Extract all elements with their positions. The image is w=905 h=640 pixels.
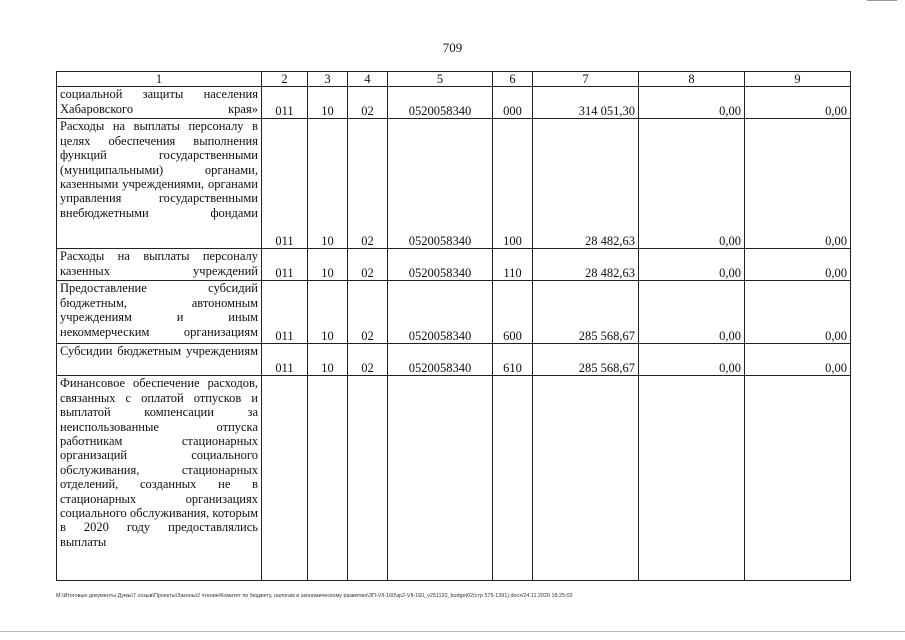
table-header-row — [57, 72, 851, 87]
header-cell: 5 — [388, 72, 493, 87]
header-cell: 1 — [57, 72, 262, 87]
cell-csr: 0520058340 — [388, 249, 493, 281]
table-row — [57, 87, 851, 119]
header-cell: 8 — [639, 72, 745, 87]
table-row — [57, 119, 851, 249]
header-cell: 4 — [348, 72, 388, 87]
cell-sum-2020 — [533, 376, 639, 581]
cell-pr: 02 — [348, 119, 388, 249]
cell-gr — [262, 376, 308, 581]
cell-vr: 600 — [493, 281, 533, 344]
cell-rz: 10 — [308, 249, 348, 281]
cell-gr: 011 — [262, 119, 308, 249]
header-cell: 3 — [308, 72, 348, 87]
cell-sum-2022: 0,00 — [745, 344, 851, 376]
cell-sum-2022 — [745, 376, 851, 581]
top-edge-line — [867, 0, 897, 1]
cell-sum-2020: 28 482,63 — [533, 249, 639, 281]
cell-sum-2020: 314 051,30 — [533, 87, 639, 119]
cell-rz: 10 — [308, 281, 348, 344]
row-description: Субсидии бюджетным учреждениям — [57, 344, 262, 376]
page-number: 709 — [442, 40, 463, 55]
row-description: Финансовое обеспечение расходов, связанных с оплатой отпусков и выплатой компенсации за неиспользованные отпуска работникам стационарных организаций социального обслуживания, стационарных отделений, созданных не в стационарных организациях социального обслуживания, которым в 2020 году предоставлялись выплаты — [57, 376, 262, 581]
cell-gr: 011 — [262, 87, 308, 119]
cell-sum-2021: 0,00 — [639, 281, 745, 344]
table-row — [57, 344, 851, 376]
cell-vr: 100 — [493, 119, 533, 249]
cell-rz: 10 — [308, 344, 348, 376]
document-path-footer: M:\Итоговые документы Думы\7 созыв\Проекты\Законы\2 чтение\Комитет по бюджету, налогам и экономическому развитию\ЗП-VII-160\зр2-VII-160_v251120_budget02(стр 575-1391).docx/24.11.2020 18:25:03 — [56, 593, 573, 599]
cell-sum-2021: 0,00 — [639, 249, 745, 281]
row-description: Расходы на выплаты персоналу казенных учреждений — [57, 249, 262, 281]
cell-csr: 0520058340 — [388, 281, 493, 344]
budget-table — [56, 71, 851, 581]
header-cell: 2 — [262, 72, 308, 87]
cell-csr: 0520058340 — [388, 87, 493, 119]
table-row — [57, 281, 851, 344]
cell-pr: 02 — [348, 87, 388, 119]
cell-csr: 0520058340 — [388, 344, 493, 376]
cell-rz: 10 — [308, 87, 348, 119]
row-description: Предоставление субсидий бюджетным, автономным учреждениям и иным некоммерческим организациям — [57, 281, 262, 344]
cell-sum-2021 — [639, 376, 745, 581]
header-cell: 9 — [745, 72, 851, 87]
cell-sum-2022: 0,00 — [745, 87, 851, 119]
row-description: социальной защиты населения Хабаровского края» — [57, 87, 262, 119]
cell-rz: 10 — [308, 119, 348, 249]
cell-rz — [308, 376, 348, 581]
cell-sum-2020: 285 568,67 — [533, 344, 639, 376]
cell-pr: 02 — [348, 249, 388, 281]
cell-sum-2020: 285 568,67 — [533, 281, 639, 344]
table-row — [57, 376, 851, 581]
table-row — [57, 249, 851, 281]
cell-vr: 610 — [493, 344, 533, 376]
cell-vr: 000 — [493, 87, 533, 119]
cell-gr: 011 — [262, 281, 308, 344]
header-cell: 6 — [493, 72, 533, 87]
cell-sum-2022: 0,00 — [745, 119, 851, 249]
cell-gr: 011 — [262, 344, 308, 376]
row-description: Расходы на выплаты персоналу в целях обеспечения выполнения функций государственными (муниципальными) органами, казенными учреждениями, органами управления государственными внебюджетными фондами — [57, 119, 262, 249]
header-cell: 7 — [533, 72, 639, 87]
cell-gr: 011 — [262, 249, 308, 281]
cell-csr: 0520058340 — [388, 119, 493, 249]
cell-sum-2021: 0,00 — [639, 119, 745, 249]
cell-sum-2022: 0,00 — [745, 281, 851, 344]
bottom-edge-line — [0, 631, 905, 632]
cell-vr: 110 — [493, 249, 533, 281]
cell-sum-2021: 0,00 — [639, 344, 745, 376]
cell-pr: 02 — [348, 281, 388, 344]
cell-sum-2020: 28 482,63 — [533, 119, 639, 249]
cell-sum-2021: 0,00 — [639, 87, 745, 119]
cell-sum-2022: 0,00 — [745, 249, 851, 281]
cell-csr — [388, 376, 493, 581]
cell-pr — [348, 376, 388, 581]
cell-pr: 02 — [348, 344, 388, 376]
cell-vr — [493, 376, 533, 581]
